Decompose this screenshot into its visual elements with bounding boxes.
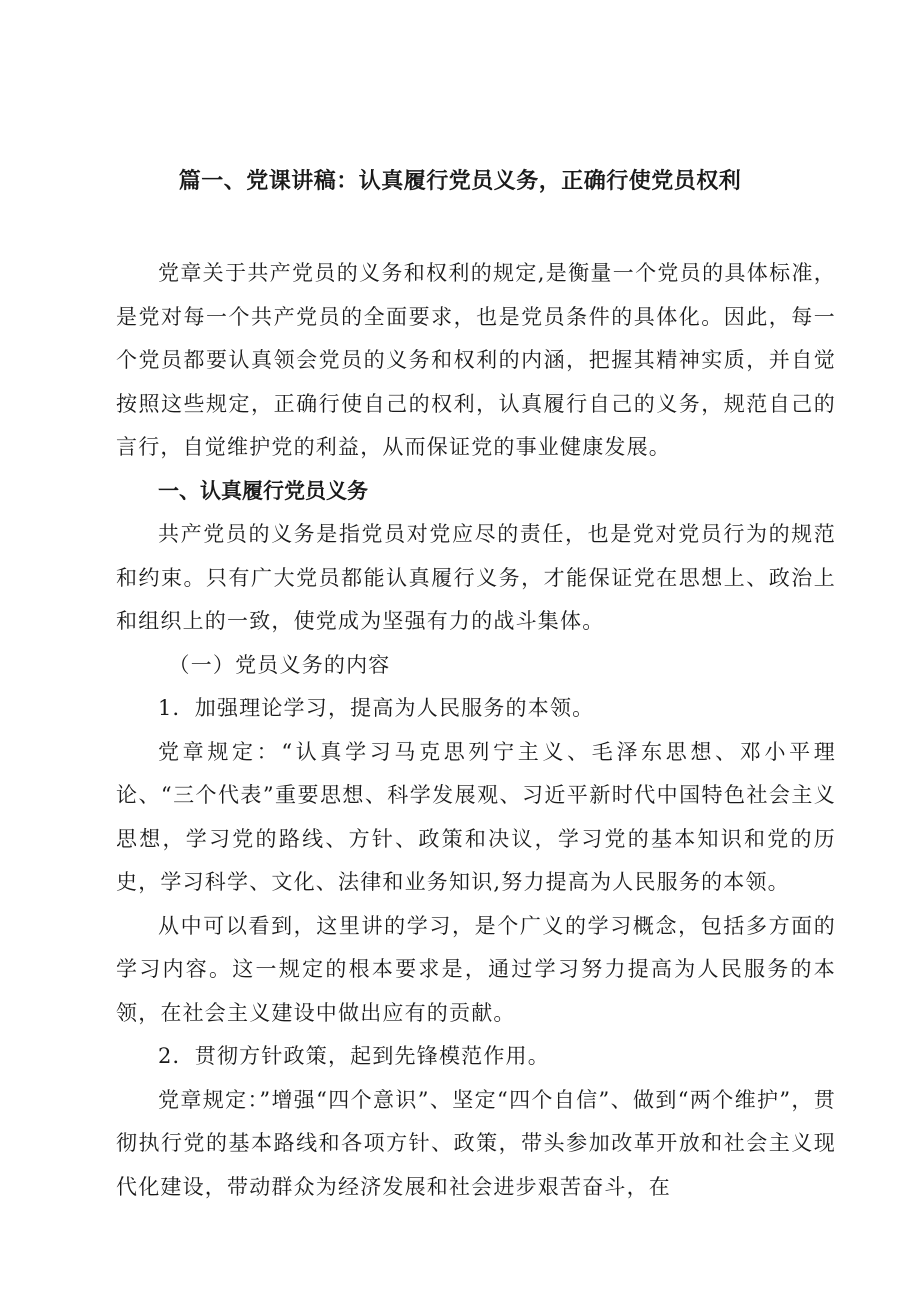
document-title: 篇一、党课讲稿：认真履行党员义务，正确行使党员权利	[178, 169, 742, 194]
paragraph-intro: 党章关于共产党员的义务和权利的规定,是衡量一个党员的具体标准，是党对每一个共产党员的全面要求，也是党员条件的具体化。因此，每一个党员都要认真领会党员的义务和权利的内涵，把握其精神实质，并自觉按照这些规定，正确行使自己的权利，认真履行自己的义务，规范自己的言行，自觉维护党的利益，从而保证党的事业健康发展。	[116, 261, 836, 459]
paragraph-study: 从中可以看到，这里讲的学习，是个广义的学习概念，包括多方面的学习内容。这一规定的根本要求是，通过学习努力提高为人民服务的本领，在社会主义建设中做出应有的贡献。	[116, 913, 836, 1025]
item-heading-1: 1．加强理论学习，提高为人民服务的本领。	[158, 696, 595, 720]
document-body	[116, 252, 836, 1209]
section-heading: 一、认真履行党员义务	[158, 478, 368, 503]
paragraph-charter-2: 党章规定：”增强“四个意识”、坚定“四个自信”、做到“两个维护”，贯彻执行党的基本路线和各项方针、政策，带头参加改革开放和社会主义现代化建设，带动群众为经济发展和社会进步艰苦奋斗，在	[116, 1087, 836, 1199]
paragraph-charter-1: 党章规定：“认真学习马克思列宁主义、毛泽东思想、邓小平理论、“三个代表”重要思想、科学发展观、习近平新时代中国特色社会主义思想，学习党的路线、方针、政策和决议，学习党的基本知识和党的历史，学习科学、文化、法律和业务知识,努力提高为人民服务的本领。	[116, 739, 836, 894]
item-heading-2: 2．贯彻方针政策，起到先锋模范作用。	[158, 1044, 550, 1068]
subsection-heading: （一）党员义务的内容	[168, 652, 391, 677]
paragraph-duty-definition: 共产党员的义务是指党员对党应尽的责任，也是党对党员行为的规范和约束。只有广大党员都能认真履行义务，才能保证党在思想上、政治上和组织上的一致，使党成为坚强有力的战斗集体。	[116, 522, 836, 633]
